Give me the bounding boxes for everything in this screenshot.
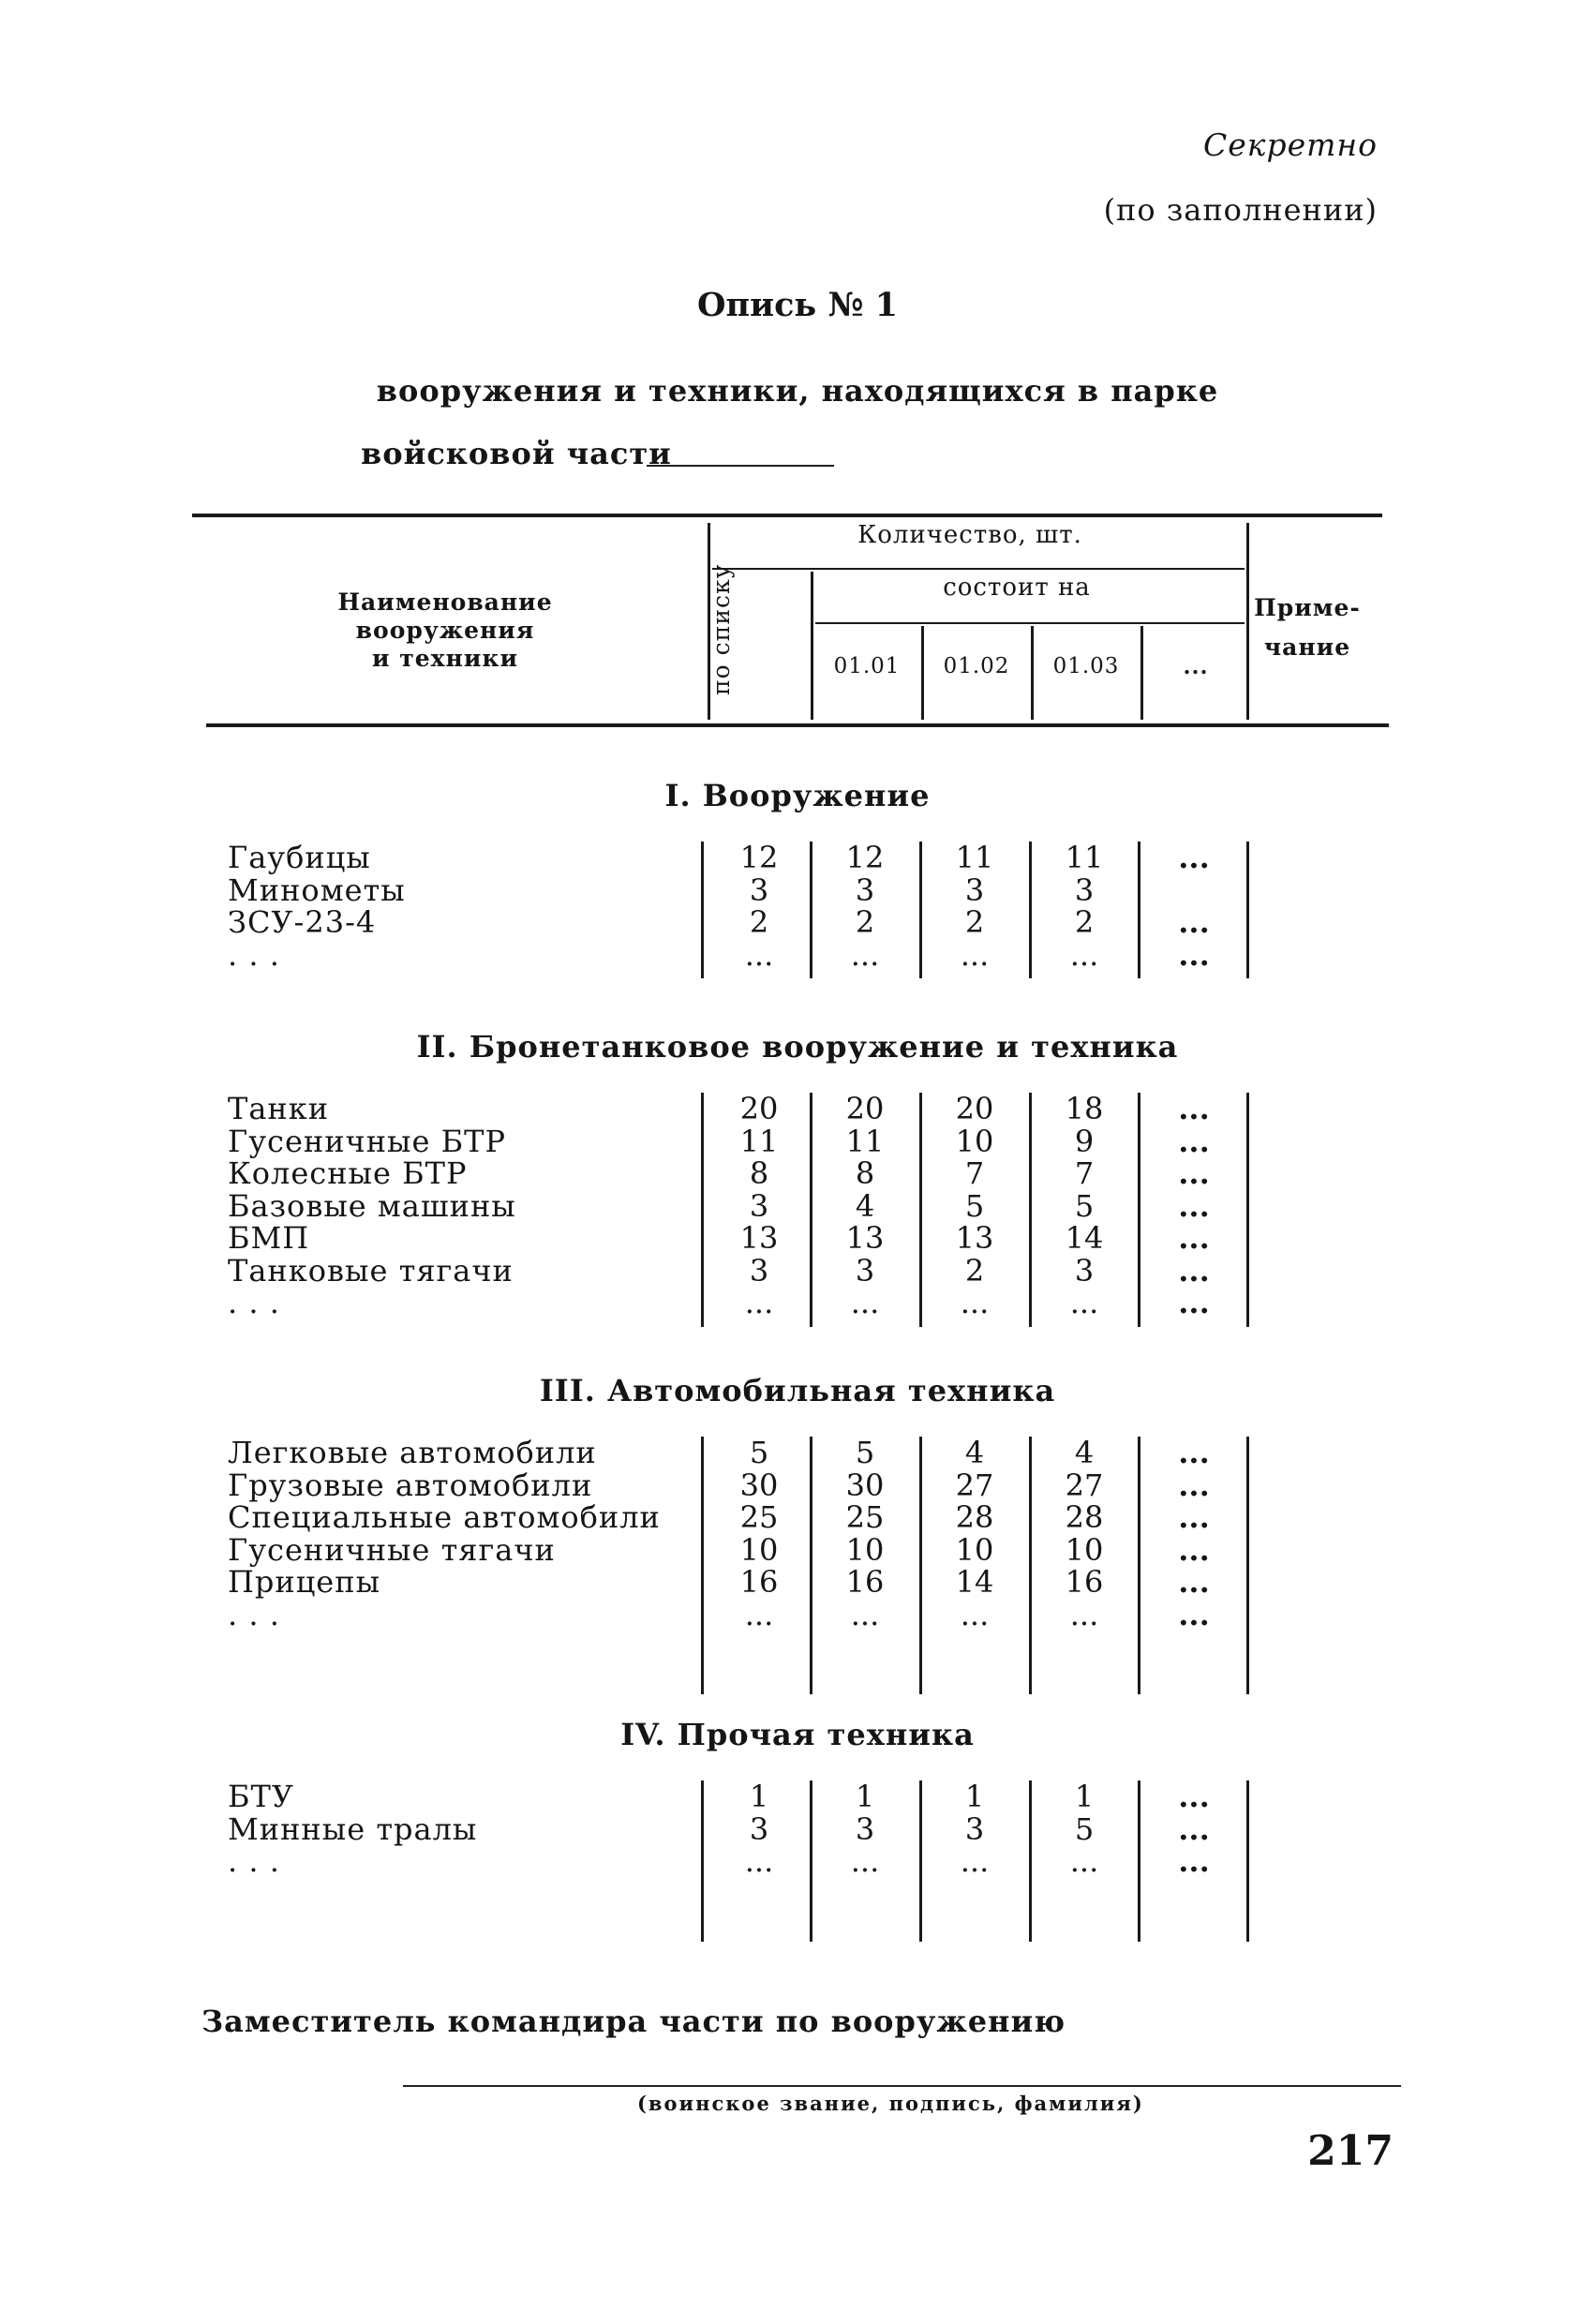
quantity-cell-list: 30 (739, 1467, 779, 1503)
quantity-cell-d3: 14 (1065, 1220, 1104, 1256)
quantity-cell-d2: 10 (955, 1123, 994, 1159)
header-state-rule (815, 622, 1245, 624)
quantity-cell-d2: 5 (964, 1187, 985, 1224)
item-name: . . . (228, 1596, 280, 1632)
item-name: Базовые машины (228, 1187, 516, 1224)
quantity-cell-d3: ... (1069, 1596, 1099, 1632)
quantity-cell-list: 2 (749, 904, 769, 940)
quantity-cell-d2: 14 (955, 1564, 994, 1600)
quantity-cell-d2: 1 (964, 1779, 985, 1814)
column-divider (1246, 842, 1249, 978)
quantity-cell-d2: 27 (955, 1467, 994, 1503)
quantity-cell-d2: ... (960, 936, 990, 973)
quantity-cell-more: ... (1178, 1499, 1210, 1535)
item-name: Прицепы (228, 1564, 381, 1600)
quantity-cell-more: ... (1178, 904, 1210, 940)
quantity-cell-list: ... (744, 1596, 774, 1632)
classification-note: (по заполнении) (1103, 192, 1378, 228)
classification-label: Секретно (1202, 127, 1378, 163)
quantity-cell-list: 11 (739, 1123, 779, 1159)
quantity-cell-more: ... (1178, 1091, 1210, 1126)
quantity-cell-d1: 2 (855, 904, 875, 940)
quantity-cell-more: ... (1178, 936, 1210, 973)
quantity-cell-d3: 27 (1065, 1467, 1104, 1503)
item-name: . . . (228, 1843, 280, 1879)
quantity-cell-d1: 13 (845, 1220, 885, 1256)
quantity-cell-d1: 20 (845, 1091, 885, 1126)
quantity-cell-d3: 2 (1074, 904, 1095, 940)
quantity-cell-list: 3 (749, 872, 769, 908)
quantity-cell-d2: 2 (964, 1252, 985, 1289)
column-divider (1246, 1093, 1249, 1327)
quantity-cell-more: ... (1178, 1467, 1210, 1503)
header-top-rule (192, 514, 1382, 517)
quantity-cell-list: ... (744, 936, 774, 973)
item-name: Минные тралы (228, 1810, 478, 1847)
quantity-cell-more: ... (1178, 1435, 1210, 1470)
item-name: Легковые автомобили (228, 1435, 597, 1470)
quantity-cell-d1: 3 (855, 1252, 875, 1289)
item-name: ЗСУ-23-4 (228, 904, 377, 940)
quantity-cell-d3: 3 (1074, 1252, 1095, 1289)
header-bottom-rule (206, 723, 1389, 727)
quantity-cell-d2: 11 (955, 840, 994, 875)
quantity-cell-d1: 3 (855, 872, 875, 908)
column-header-name: Наименование вооружения и техники (337, 588, 553, 672)
header-divider-d2 (1031, 626, 1034, 720)
quantity-cell-list: ... (744, 1843, 774, 1879)
column-divider (1029, 1437, 1032, 1694)
quantity-cell-more: ... (1178, 1220, 1210, 1256)
quantity-cell-d3: 10 (1065, 1531, 1104, 1568)
column-divider (1029, 842, 1032, 978)
column-divider (1029, 1093, 1032, 1327)
quantity-cell-d1: 3 (855, 1810, 875, 1847)
quantity-cell-d3: 16 (1065, 1564, 1104, 1600)
section-title: IV. Прочая техника (620, 1717, 975, 1752)
quantity-cell-d1: ... (850, 936, 880, 973)
column-divider (701, 1093, 704, 1327)
quantity-cell-d2: 28 (955, 1499, 994, 1535)
quantity-cell-d1: ... (850, 1596, 880, 1632)
column-divider (1138, 842, 1140, 978)
column-header-note: Приме- чание (1254, 594, 1361, 661)
quantity-cell-d3: 5 (1074, 1810, 1095, 1847)
quantity-cell-d3: 18 (1065, 1091, 1104, 1126)
column-header-date-3: 01.03 (1052, 654, 1120, 678)
column-divider (1138, 1093, 1140, 1327)
column-header-date-1: 01.01 (833, 654, 901, 678)
quantity-cell-d2: 3 (964, 1810, 985, 1847)
item-name: Грузовые автомобили (228, 1467, 593, 1503)
item-name: БТУ (228, 1779, 294, 1814)
quantity-cell-list: ... (744, 1285, 774, 1320)
quantity-cell-d1: ... (850, 1843, 880, 1879)
quantity-cell-d1: 4 (855, 1187, 875, 1224)
quantity-cell-list: 25 (739, 1499, 779, 1535)
item-name: . . . (228, 936, 280, 973)
signature-line (403, 2085, 1401, 2087)
quantity-cell-d2: 20 (955, 1091, 994, 1126)
column-header-quantity: Количество, шт. (857, 521, 1082, 549)
quantity-cell-list: 16 (739, 1564, 779, 1600)
quantity-cell-d1: 10 (845, 1531, 885, 1568)
quantity-cell-d2: 10 (955, 1531, 994, 1568)
quantity-cell-more: ... (1178, 840, 1210, 875)
column-divider (1138, 1437, 1140, 1694)
quantity-cell-list: 20 (739, 1091, 779, 1126)
item-name: Специальные автомобили (228, 1499, 661, 1535)
quantity-cell-d3: 9 (1074, 1123, 1095, 1159)
quantity-cell-d2: 13 (955, 1220, 994, 1256)
document-title: Опись № 1 (697, 286, 898, 324)
quantity-cell-d3: 28 (1065, 1499, 1104, 1535)
quantity-cell-d2: ... (960, 1596, 990, 1632)
quantity-cell-d1: 11 (845, 1123, 885, 1159)
quantity-cell-list: 1 (749, 1779, 769, 1814)
section-title: III. Автомобильная техника (539, 1373, 1056, 1408)
column-divider (919, 1437, 922, 1694)
column-divider (701, 1780, 704, 1942)
quantity-cell-more: ... (1178, 1843, 1210, 1879)
signatory-label: Заместитель командира части по вооружению (201, 2004, 1066, 2039)
unit-number-blank (647, 465, 834, 467)
unit-label: войсковой части (361, 436, 672, 471)
quantity-cell-d1: 30 (845, 1467, 885, 1503)
column-header-status-on: состоит на (943, 574, 1091, 602)
quantity-cell-d2: 2 (964, 904, 985, 940)
item-name: Гусеничные БТР (228, 1123, 506, 1159)
item-name: Танки (228, 1091, 330, 1126)
quantity-cell-d3: 5 (1074, 1187, 1095, 1224)
item-name: Колесные БТР (228, 1155, 468, 1191)
quantity-cell-d1: 1 (855, 1779, 875, 1814)
quantity-cell-d3: ... (1069, 1843, 1099, 1879)
column-divider (1246, 1780, 1249, 1942)
quantity-cell-d3: ... (1069, 1285, 1099, 1320)
quantity-cell-more: ... (1178, 1531, 1210, 1568)
quantity-cell-more: ... (1178, 1187, 1210, 1224)
quantity-cell-more: ... (1178, 1810, 1210, 1847)
quantity-cell-d3: 11 (1065, 840, 1104, 875)
column-divider (919, 1093, 922, 1327)
quantity-cell-d3: 3 (1074, 872, 1095, 908)
quantity-cell-d3: ... (1069, 936, 1099, 973)
quantity-cell-d1: 16 (845, 1564, 885, 1600)
quantity-cell-more: ... (1178, 1252, 1210, 1289)
item-name: БМП (228, 1220, 310, 1256)
header-divider-d1 (921, 626, 924, 720)
quantity-cell-list: 3 (749, 1252, 769, 1289)
header-divider-d3 (1140, 626, 1143, 720)
quantity-cell-more: ... (1178, 1779, 1210, 1814)
section-title: I. Вооружение (664, 778, 931, 813)
quantity-cell-d1: 25 (845, 1499, 885, 1535)
column-divider (701, 842, 704, 978)
item-name: . . . (228, 1285, 280, 1320)
quantity-cell-list: 12 (739, 840, 779, 875)
quantity-cell-d3: 4 (1074, 1435, 1095, 1470)
column-divider (1029, 1780, 1032, 1942)
quantity-cell-more: ... (1178, 1155, 1210, 1191)
column-divider (1138, 1780, 1140, 1942)
item-name: Танковые тягачи (228, 1252, 514, 1289)
item-name: Гаубицы (228, 840, 371, 875)
quantity-cell-d1: 5 (855, 1435, 875, 1470)
item-name: Минометы (228, 872, 406, 908)
quantity-cell-d2: ... (960, 1843, 990, 1879)
header-qty-rule (712, 568, 1245, 570)
quantity-cell-list: 3 (749, 1810, 769, 1847)
quantity-cell-list: 5 (749, 1435, 769, 1470)
page-number: 217 (1307, 2127, 1394, 2175)
document-subtitle: вооружения и техники, находящихся в парке (376, 373, 1219, 409)
quantity-cell-more: ... (1178, 1123, 1210, 1159)
quantity-cell-d2: 3 (964, 872, 985, 908)
quantity-cell-list: 13 (739, 1220, 779, 1256)
section-title: II. Бронетанковое вооружение и техника (416, 1029, 1179, 1065)
column-header-date-more: ... (1183, 654, 1209, 679)
quantity-cell-list: 3 (749, 1187, 769, 1224)
column-header-date-2: 01.02 (943, 654, 1010, 678)
quantity-cell-d1: 8 (855, 1155, 875, 1191)
quantity-cell-d2: ... (960, 1285, 990, 1320)
quantity-cell-d2: 7 (964, 1155, 985, 1191)
quantity-cell-d2: 4 (964, 1435, 985, 1470)
column-divider (919, 1780, 922, 1942)
quantity-cell-more: ... (1178, 1564, 1210, 1600)
quantity-cell-list: 10 (739, 1531, 779, 1568)
quantity-cell-d3: 1 (1074, 1779, 1095, 1814)
quantity-cell-list: 8 (749, 1155, 769, 1191)
quantity-cell-more: ... (1178, 1596, 1210, 1632)
signature-caption: (воинское звание, подпись, фамилия) (637, 2092, 1144, 2115)
quantity-cell-d1: 12 (845, 840, 885, 875)
column-divider (701, 1437, 704, 1694)
column-divider (919, 842, 922, 978)
quantity-cell-d3: 7 (1074, 1155, 1095, 1191)
column-divider (1246, 1437, 1249, 1694)
quantity-cell-more: ... (1178, 1285, 1210, 1320)
item-name: Гусеничные тягачи (228, 1531, 556, 1568)
quantity-cell-d1: ... (850, 1285, 880, 1320)
